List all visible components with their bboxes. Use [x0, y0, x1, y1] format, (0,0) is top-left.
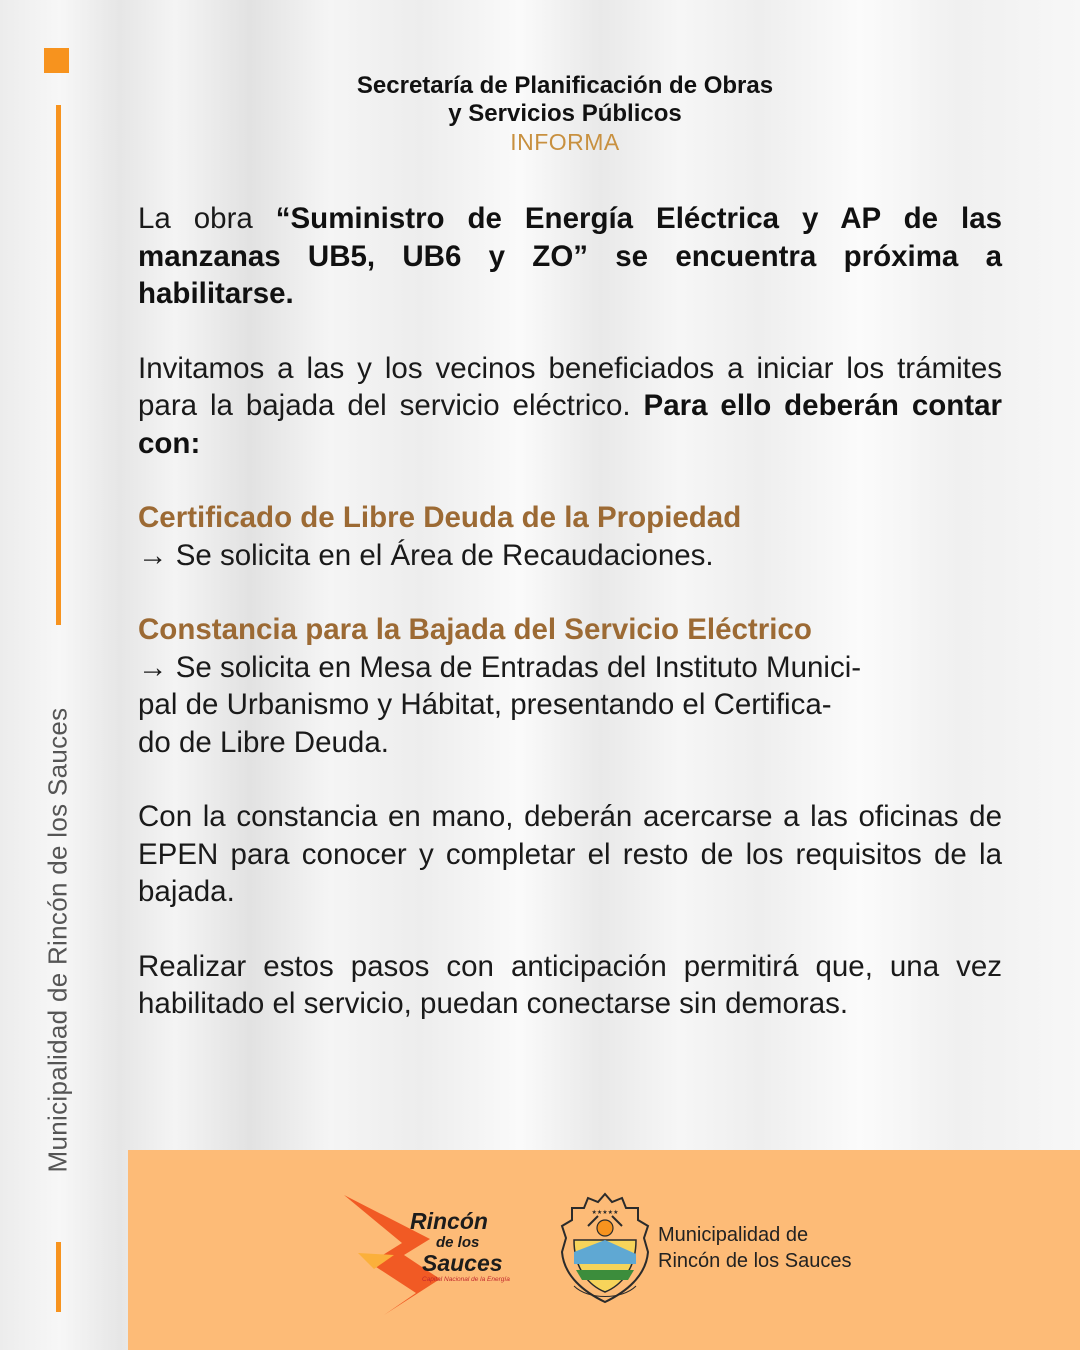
header-informa: INFORMA [510, 129, 620, 155]
requirement-2-title: Constancia para la Bajada del Servicio Eléctrico [138, 613, 812, 646]
requirement-1-text: → Se solicita en el Área de Recaudaciones. [138, 538, 714, 572]
invitation-text: Invitamos a las y los vecinos beneficiados a iniciar los trámites para la bajada del servicio eléctrico. [138, 351, 1002, 422]
page-header [260, 72, 870, 156]
logo-word-rincon: Rincón [410, 1208, 488, 1234]
paragraph-intro [138, 200, 1002, 313]
work-name-bold: “Suministro de Energía Eléctrica y AP de las manzanas UB5, UB6 y ZO” se encuentra próxima a habilitarse. [138, 202, 1003, 310]
logo-tagline: Capital Nacional de la Energía [422, 1276, 510, 1283]
requirement-2-line2: pal de Urbanismo y Hábitat, presentando el Certifica- [138, 688, 832, 721]
paragraph-invitation [138, 350, 1002, 463]
invitation-bold: Para ello deberán contar con: [138, 389, 1002, 460]
requirement-1-title: Certificado de Libre Deuda de la Propiedad [138, 501, 742, 534]
announcement-body [138, 200, 1002, 1023]
orange-vertical-line-top [56, 105, 61, 625]
sidebar-vertical-text: Municipalidad de Rincón de los Sauces [42, 707, 73, 1173]
orange-square-decoration [44, 48, 69, 73]
municipality-line1: Municipalidad de [658, 1224, 809, 1246]
footer-banner [128, 1150, 1080, 1350]
rincon-de-los-sauces-logo [344, 1195, 544, 1315]
header-title-line1: Secretaría de Planificación de Obras [356, 72, 774, 99]
municipality-label [658, 1222, 851, 1274]
requirement-2-line1: → Se solicita en Mesa de Entradas del Instituto Munici- [138, 650, 862, 684]
logo-word-delos: de los [436, 1234, 480, 1251]
paragraph-epen: Con la constancia en mano, deberán acercarse a las oficinas de EPEN para conocer y completar el resto de los requisitos de la bajada. [138, 800, 1002, 908]
requirement-2-line3: do de Libre Deuda. [138, 725, 389, 759]
header-title-line2: y Servicios Públicos [448, 100, 682, 127]
requirement-2-text [138, 649, 1002, 762]
svg-text:★★★★★: ★★★★★ [591, 1210, 619, 1216]
logo-word-sauces: Sauces [422, 1250, 503, 1276]
orange-vertical-line-bottom [56, 1242, 61, 1312]
municipal-seal-icon [560, 1192, 650, 1304]
paragraph-closing: Realizar estos pasos con anticipación permitirá que, una vez habilitado el servicio, puedan conectarse sin demoras. [138, 949, 1002, 1020]
intro-text: La obra [138, 202, 276, 235]
municipality-line2: Rincón de los Sauces [658, 1250, 852, 1272]
